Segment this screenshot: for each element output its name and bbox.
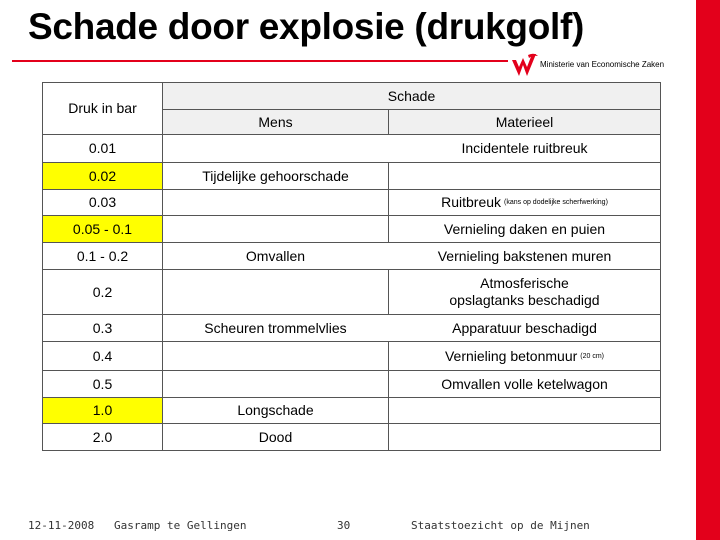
ministry-logo-text: Ministerie van Economische Zaken — [540, 60, 665, 69]
row-pressure: 0.03 — [88, 194, 117, 210]
row-material — [389, 190, 660, 215]
footer-date: 12-11-2008 — [28, 519, 95, 532]
footer-page-number: 30 — [337, 519, 351, 532]
row-material: Omvallen volle ketelwagon — [441, 375, 608, 392]
row-material-note: (kans op dodelijke scherfwerking) — [504, 199, 608, 206]
row-human: Longschade — [237, 402, 314, 418]
row-pressure: 0.2 — [92, 283, 113, 300]
row-human: Dood — [258, 428, 293, 445]
row-material: Incidentele ruitbreuk — [461, 140, 588, 156]
footer-event: Gasramp te Gellingen — [114, 519, 247, 532]
row-pressure: 0.01 — [88, 140, 117, 156]
row-material: Atmosferische opslagtanks beschadigd — [449, 275, 600, 308]
row-material-text: Vernieling betonmuur — [444, 347, 578, 364]
row-material: Vernieling daken en puien — [443, 220, 606, 237]
footer-organization: Staatstoezicht op de Mijnen — [411, 519, 590, 532]
row-human: Tijdelijke gehoorschade — [202, 167, 349, 184]
page-title: Schade door explosie (drukgolf) — [28, 6, 585, 47]
row-material: Vernieling bakstenen muren — [437, 247, 612, 264]
row-pressure: 0.05 - 0.1 — [43, 216, 162, 242]
row-pressure: 0.3 — [92, 319, 113, 336]
header-material: Materieel — [495, 113, 554, 130]
row-pressure: 0.02 — [43, 163, 162, 189]
row-material: Apparatuur beschadigd — [452, 319, 597, 336]
row-pressure: 0.1 - 0.2 — [76, 247, 129, 264]
header-pressure: Druk in bar — [68, 100, 137, 116]
row-human: Scheuren trommelvlies — [204, 319, 347, 336]
row-pressure: 0.4 — [92, 347, 113, 364]
header-human: Mens — [258, 113, 293, 130]
row-pressure: 1.0 — [43, 398, 162, 423]
row-material-text: Ruitbreuk — [441, 194, 502, 210]
row-pressure: 2.0 — [92, 428, 113, 445]
row-pressure: 0.5 — [92, 375, 113, 392]
row-material-note: (20 cm) — [580, 352, 605, 360]
row-material — [389, 342, 660, 370]
header-damage: Schade — [387, 87, 436, 104]
row-human: Omvallen — [245, 247, 306, 264]
